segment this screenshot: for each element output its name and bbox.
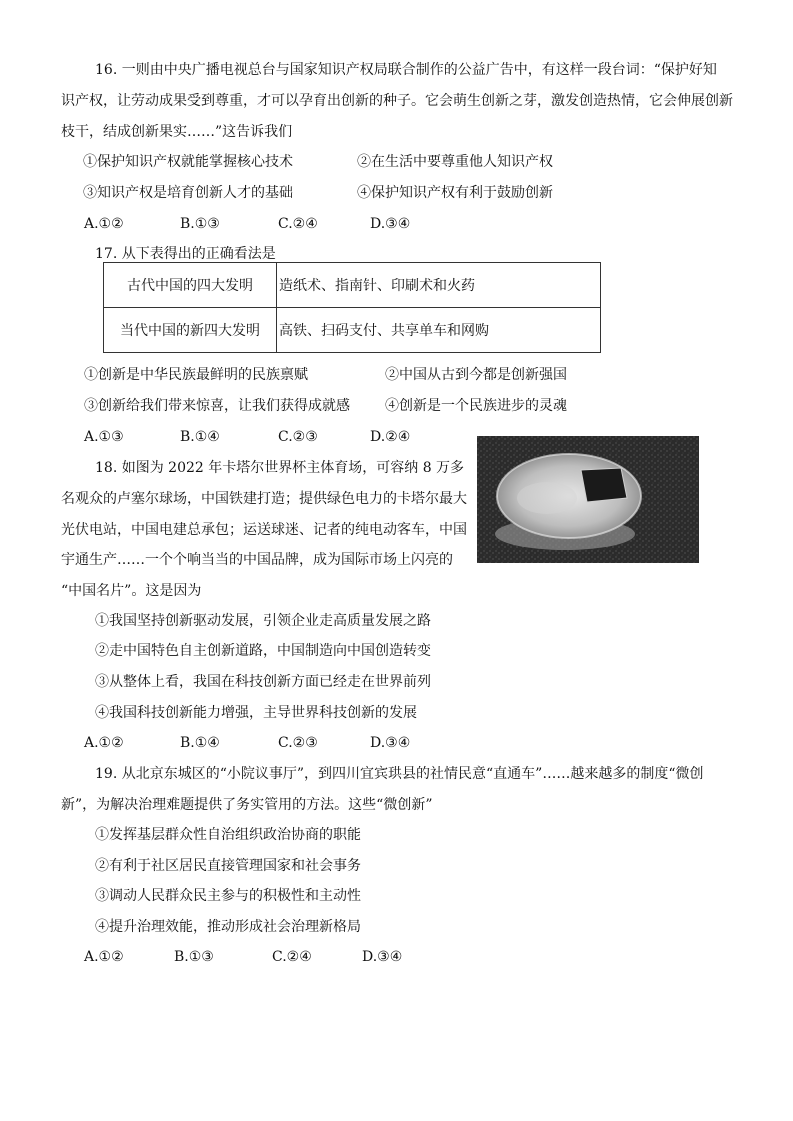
inventions-table [103,262,601,353]
q18-statement-2: ②走中国特色自主创新道路，中国制造向中国创造转变 [95,643,431,659]
q16-statement-1: ①保护知识产权就能掌握核心技术 [83,154,293,170]
q19-statement-4: ④提升治理效能，推动形成社会治理新格局 [95,919,361,935]
q18-option-c[interactable]: C.②③ [278,735,318,751]
q19-option-c[interactable]: C.②④ [272,949,312,965]
table-cell: 当代中国的新四大发明 [104,308,277,353]
q18-stem-line-2: 名观众的卢塞尔球场，中国铁建打造；提供绿色电力的卡塔尔最大 [61,491,467,507]
q18-option-d[interactable]: D.③④ [370,735,411,751]
q19-option-b[interactable]: B.①③ [174,949,214,965]
q17-statement-2: ②中国从古到今都是创新强国 [385,367,567,383]
q16-option-a[interactable]: A.①② [84,216,124,232]
q19-statement-3: ③调动人民群众民主参与的积极性和主动性 [95,888,361,904]
q17-option-a[interactable]: A.①③ [84,429,124,445]
q17-option-c[interactable]: C.②③ [278,429,318,445]
q17-statement-1: ①创新是中华民族最鲜明的民族禀赋 [84,367,308,383]
q17-statement-4: ④创新是一个民族进步的灵魂 [385,398,567,414]
q16-option-d[interactable]: D.③④ [370,216,411,232]
q18-option-b[interactable]: B.①④ [180,735,220,751]
table-row [104,308,601,353]
q19-option-d[interactable]: D.③④ [362,949,403,965]
q17-option-b[interactable]: B.①④ [180,429,220,445]
q19-statement-1: ①发挥基层群众性自治组织政治协商的职能 [95,827,361,843]
table-cell: 高铁、扫码支付、共享单车和网购 [277,308,601,353]
q16-statement-4: ④保护知识产权有利于鼓励创新 [357,185,553,201]
stadium-photo [477,436,699,563]
q19-stem-line-1: 19. 从北京东城区的“小院议事厅”，到四川宜宾珙县的社情民意“直通车”……越来越多的制度“微创 [95,766,704,782]
q16-statement-3: ③知识产权是培育创新人才的基础 [83,185,293,201]
q17-statement-3: ③创新给我们带来惊喜，让我们获得成就感 [84,398,350,414]
q16-statement-2: ②在生活中要尊重他人知识产权 [357,154,553,170]
table-row [104,263,601,308]
q18-stem-line-5: “中国名片”。这是因为 [61,583,202,599]
q16-option-c[interactable]: C.②④ [278,216,318,232]
q17-stem: 17. 从下表得出的正确看法是 [95,246,276,262]
table-cell: 古代中国的四大发明 [104,263,277,308]
q18-stem-line-1: 18. 如图为 2022 年卡塔尔世界杯主体育场，可容纳 8 万多 [95,460,465,476]
q16-stem-line-3: 枝干，结成创新果实……”这告诉我们 [61,124,293,140]
q19-statement-2: ②有利于社区居民直接管理国家和社会事务 [95,858,361,874]
q18-stem-line-3: 光伏电站，中国电建总承包；运送球迷、记者的纯电动客车，中国 [61,522,467,538]
q19-option-a[interactable]: A.①② [84,949,124,965]
q18-option-a[interactable]: A.①② [84,735,124,751]
q16-stem-line-1: 16. 一则由中央广播电视总台与国家知识产权局联合制作的公益广告中，有这样一段台词：“保护好知 [95,62,717,78]
q18-statement-4: ④我国科技创新能力增强，主导世界科技创新的发展 [95,705,417,721]
q18-statement-3: ③从整体上看，我国在科技创新方面已经走在世界前列 [95,674,431,690]
table-cell: 造纸术、指南针、印刷术和火药 [277,263,601,308]
q17-option-d[interactable]: D.②④ [370,429,411,445]
q18-statement-1: ①我国坚持创新驱动发展，引领企业走高质量发展之路 [95,613,431,629]
q16-option-b[interactable]: B.①③ [180,216,220,232]
q16-stem-line-2: 识产权，让劳动成果受到尊重，才可以孕育出创新的种子。它会萌生创新之芽，激发创造热情，它会伸展创新 [61,93,733,109]
q19-stem-line-2: 新”，为解决治理难题提供了务实管用的方法。这些“微创新” [61,797,433,813]
q18-stem-line-4: 宇通生产……一个个响当当的中国品牌，成为国际市场上闪亮的 [61,552,453,568]
stadium-illustration [477,436,699,563]
